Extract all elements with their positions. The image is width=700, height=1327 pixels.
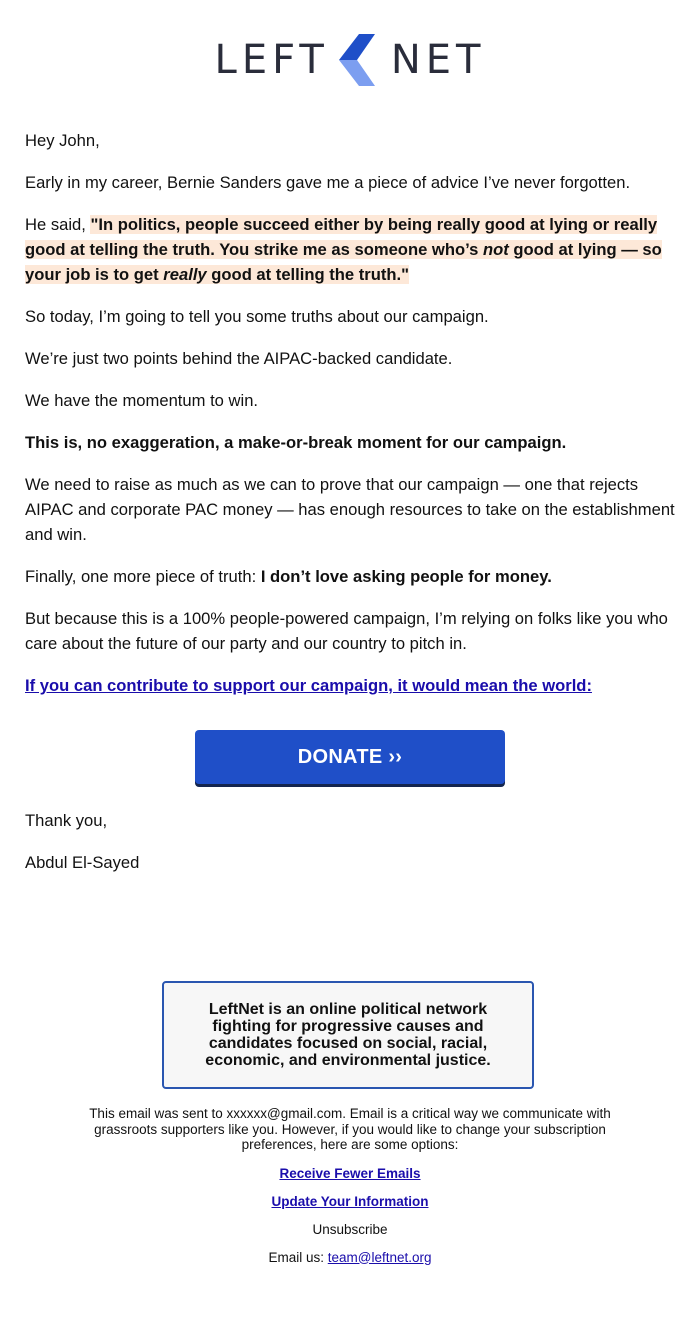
quote-part-a: "In politics, people succeed either by being really good at lying or really good at telling the truth. You strike me as someone who’s [25, 215, 658, 259]
quote-highlight [25, 215, 662, 284]
leftnet-logo [0, 32, 700, 88]
cta-paragraph [25, 673, 680, 698]
money-prefix: Finally, one more piece of truth: [25, 567, 261, 586]
paragraph-quote [25, 212, 680, 287]
signature-name: Abdul El-Sayed [25, 853, 140, 872]
paragraph-money [25, 564, 680, 589]
quote-really: really [163, 265, 207, 284]
receive-fewer-emails-link[interactable]: Receive Fewer Emails [279, 1165, 421, 1181]
unsubscribe-link[interactable]: Unsubscribe [312, 1221, 388, 1237]
signoff [25, 808, 139, 892]
money-bold: I don’t love asking people for money. [260, 567, 552, 586]
quote-not: not [482, 240, 509, 259]
logo-right-text: NET [390, 37, 486, 83]
email-us-line [60, 1250, 640, 1266]
logo-left-text: LEFT [214, 37, 329, 83]
paragraph-raise: We need to raise as much as we can to prove that our campaign — one that rejects AIPAC and corporate PAC money — has enough resources to take on the establishment and win. [25, 475, 675, 544]
quote-part-c: good at telling the truth." [206, 265, 410, 284]
footer-note: This email was sent to xxxxxx@gmail.com. Email is a critical way we communicate with grassroots supporters like you. However, if you would like to change your subscription preferences, here are some options: [89, 1106, 611, 1152]
thanks-text: Thank you, [25, 811, 108, 830]
paragraph-make-or-break: This is, no exaggeration, a make-or-break moment for our campaign. [25, 433, 567, 452]
quote-part-b: good at lying — so your job is to get [25, 240, 662, 284]
contribute-link[interactable]: If you can contribute to support our campaign, it would mean the world: [25, 676, 592, 695]
paragraph-truths: So today, I’m going to tell you some truths about our campaign. [25, 307, 489, 326]
email-link[interactable]: team@leftnet.org [327, 1249, 432, 1265]
footer [60, 1106, 640, 1278]
donate-button[interactable]: DONATE ›› [195, 730, 505, 784]
paragraph-advice: Early in my career, Bernie Sanders gave me a piece of advice I’ve never forgotten. [25, 173, 631, 192]
quote-prefix: He said, [25, 215, 91, 234]
paragraph-momentum: We have the momentum to win. [25, 391, 259, 410]
paragraph-people-powered: But because this is a 100% people-powered campaign, I’m relying on folks like you who care about the future of our party and our country to pitch in. [25, 609, 668, 653]
chevron-logo-icon [337, 34, 377, 86]
donate-wrapper [0, 730, 700, 784]
greeting: Hey John, [25, 131, 100, 150]
email-us-label: Email us: [268, 1249, 328, 1265]
update-information-link[interactable]: Update Your Information [271, 1193, 429, 1209]
letter-body [25, 128, 680, 715]
about-box: LeftNet is an online political network fighting for progressive causes and candidates focused on social, racial, economic, and environmental justice. [162, 981, 534, 1089]
paragraph-points: We’re just two points behind the AIPAC-backed candidate. [25, 349, 453, 368]
